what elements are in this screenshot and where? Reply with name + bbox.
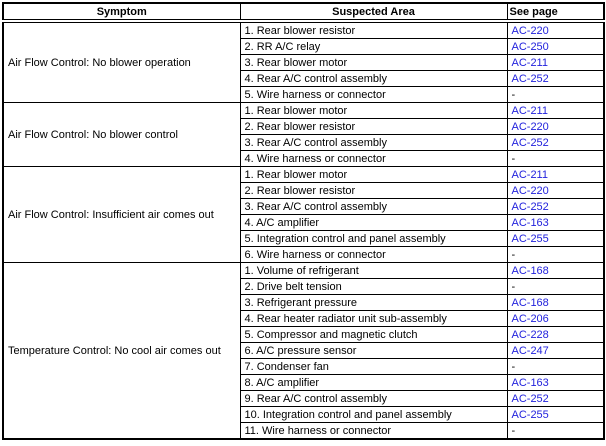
table-body [3,21,604,439]
suspected-area-cell: 2. RR A/C relay [240,39,507,55]
column-header-symptom: Symptom [3,3,240,21]
see-page-link[interactable]: AC-220 [511,184,549,197]
symptom-cell: Temperature Control: No cool air comes out [3,263,240,440]
see-page-cell [507,343,604,359]
suspected-area-cell: 6. Wire harness or connector [240,247,507,263]
see-page-link[interactable]: AC-255 [511,232,549,245]
suspected-area-cell: 7. Condenser fan [240,359,507,375]
suspected-area-cell: 4. Rear A/C control assembly [240,71,507,87]
see-page-cell [507,215,604,231]
suspected-area-cell: 3. Rear blower motor [240,55,507,71]
suspected-area-cell: 2. Rear blower resistor [240,183,507,199]
see-page-cell [507,391,604,407]
suspected-area-cell: 5. Wire harness or connector [240,87,507,103]
symptom-cell: Air Flow Control: No blower control [3,103,240,167]
see-page-link[interactable]: AC-163 [511,216,549,229]
suspected-area-cell: 1. Rear blower resistor [240,21,507,39]
suspected-area-cell: 5. Integration control and panel assembly [240,231,507,247]
table-row [3,103,604,119]
see-page-link[interactable]: AC-206 [511,312,549,325]
suspected-area-cell: 8. A/C amplifier [240,375,507,391]
suspected-area-cell: 2. Drive belt tension [240,279,507,295]
see-page-link[interactable]: AC-220 [511,24,549,37]
suspected-area-cell: 4. Rear heater radiator unit sub-assembly [240,311,507,327]
see-page-cell: - [507,151,604,167]
see-page-cell [507,135,604,151]
see-page-cell [507,311,604,327]
see-page-link[interactable]: AC-211 [511,168,548,181]
suspected-area-cell: 4. Wire harness or connector [240,151,507,167]
suspected-area-cell: 3. Rear A/C control assembly [240,135,507,151]
column-header-see-page: See page [507,3,604,21]
see-page-cell [507,55,604,71]
see-page-cell [507,39,604,55]
see-page-link[interactable]: AC-211 [511,104,548,117]
table-row [3,263,604,279]
see-page-cell [507,295,604,311]
suspected-area-cell: 3. Refrigerant pressure [240,295,507,311]
suspected-area-cell: 5. Compressor and magnetic clutch [240,327,507,343]
see-page-cell [507,71,604,87]
see-page-cell [507,327,604,343]
see-page-link[interactable]: AC-250 [511,40,549,53]
suspected-area-cell: 3. Rear A/C control assembly [240,199,507,215]
header-row [3,3,604,21]
table-row [3,21,604,39]
see-page-cell [507,407,604,423]
see-page-link[interactable]: AC-255 [511,408,549,421]
see-page-link[interactable]: AC-252 [511,72,549,85]
see-page-link[interactable]: AC-168 [511,296,549,309]
table-header [3,3,604,21]
see-page-cell [507,263,604,279]
see-page-cell [507,167,604,183]
see-page-cell: - [507,359,604,375]
suspected-area-cell: 1. Rear blower motor [240,103,507,119]
see-page-cell [507,199,604,215]
see-page-cell [507,103,604,119]
table-row [3,167,604,183]
suspected-area-cell: 10. Integration control and panel assembly [240,407,507,423]
suspected-area-cell: 1. Rear blower motor [240,167,507,183]
see-page-link[interactable]: AC-211 [511,56,548,69]
see-page-cell [507,375,604,391]
suspected-area-cell: 9. Rear A/C control assembly [240,391,507,407]
suspected-area-cell: 6. A/C pressure sensor [240,343,507,359]
see-page-link[interactable]: AC-252 [511,136,549,149]
see-page-cell: - [507,279,604,295]
see-page-link[interactable]: AC-163 [511,376,549,389]
suspected-area-cell: 1. Volume of refrigerant [240,263,507,279]
see-page-link[interactable]: AC-228 [511,328,549,341]
see-page-cell: - [507,87,604,103]
see-page-link[interactable]: AC-252 [511,200,549,213]
see-page-cell [507,119,604,135]
see-page-link[interactable]: AC-168 [511,264,549,277]
see-page-link[interactable]: AC-252 [511,392,549,405]
symptom-cell: Air Flow Control: No blower operation [3,21,240,103]
symptom-diagnostic-table [2,2,605,440]
see-page-cell [507,21,604,39]
suspected-area-cell: 2. Rear blower resistor [240,119,507,135]
column-header-suspected-area: Suspected Area [240,3,507,21]
see-page-link[interactable]: AC-220 [511,120,549,133]
see-page-cell [507,231,604,247]
see-page-cell [507,183,604,199]
suspected-area-cell: 4. A/C amplifier [240,215,507,231]
see-page-cell: - [507,423,604,440]
see-page-cell: - [507,247,604,263]
suspected-area-cell: 11. Wire harness or connector [240,423,507,440]
see-page-link[interactable]: AC-247 [511,344,549,357]
symptom-cell: Air Flow Control: Insufficient air comes out [3,167,240,263]
